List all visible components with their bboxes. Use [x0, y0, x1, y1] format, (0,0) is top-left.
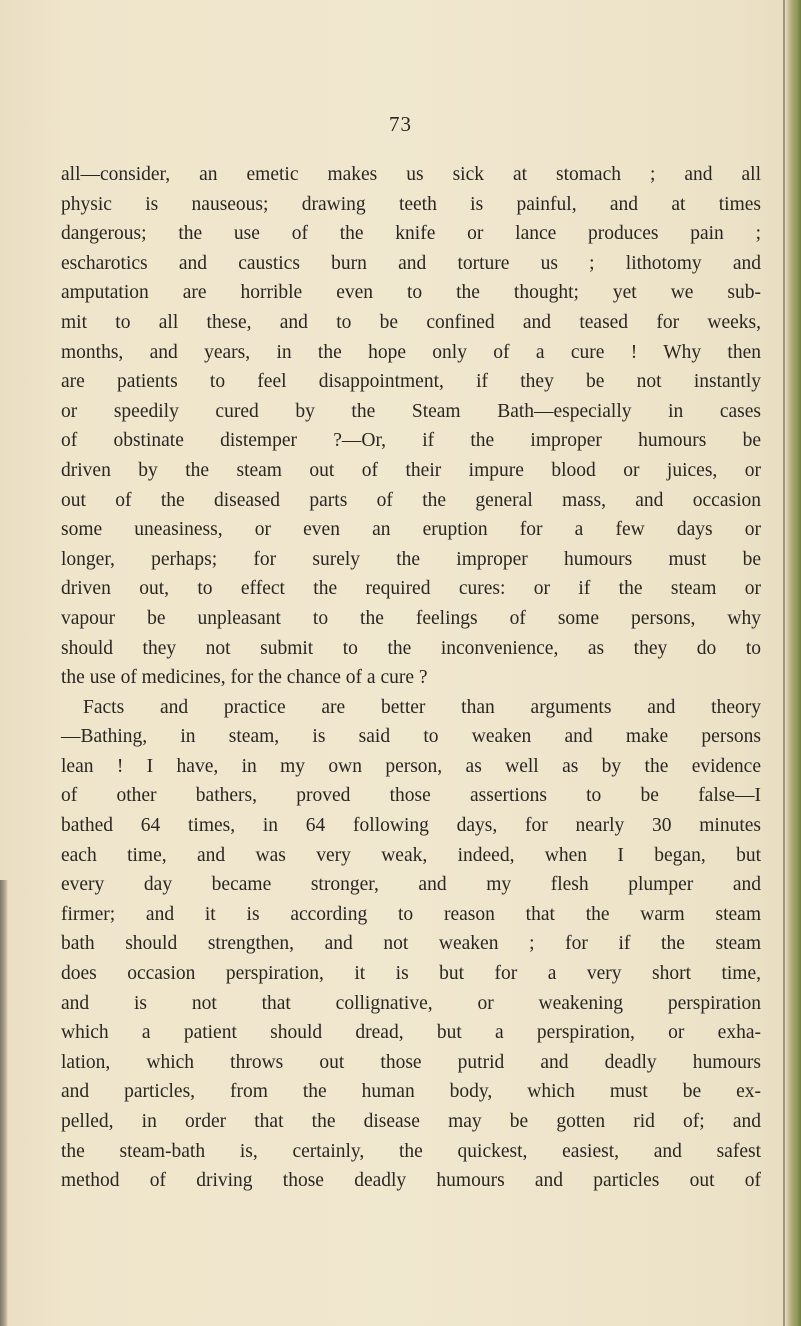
text-line: the use of medicines, for the chance of a cure ?	[61, 667, 428, 689]
text-line: physic is nauseous; drawing teeth is painful, and at times	[61, 193, 761, 215]
text-line: which a patient should dread, but a perspiration, or exha-	[61, 1022, 761, 1044]
text-line: Facts and practice are better than arguments and theory	[83, 696, 761, 718]
text-line: should they not submit to the inconvenience, as they do to	[61, 637, 761, 659]
text-line: escharotics and caustics burn and torture us ; lithotomy and	[61, 252, 761, 274]
body-text	[61, 160, 761, 1196]
text-line: months, and years, in the hope only of a cure ! Why then	[61, 341, 761, 363]
text-line: lean ! I have, in my own person, as well as by the evidence	[61, 755, 761, 777]
text-line: the steam-bath is, certainly, the quickest, easiest, and safest	[61, 1140, 761, 1162]
text-line: pelled, in order that the disease may be gotten rid of; and	[61, 1111, 761, 1132]
page-shadow-left	[0, 880, 8, 1326]
text-line: are patients to feel disappointment, if they be not instantly	[61, 371, 761, 393]
text-line: and particles, from the human body, which must be ex-	[61, 1081, 761, 1103]
text-line: all—consider, an emetic makes us sick at stomach ; and all	[61, 164, 761, 185]
text-line: mit to all these, and to be confined and teased for weeks,	[61, 311, 761, 333]
text-line: driven by the steam out of their impure blood or juices, or	[61, 459, 761, 481]
text-line: or speedily cured by the Steam Bath—especially in cases	[61, 400, 761, 422]
text-line: dangerous; the use of the knife or lance produces pain ;	[61, 223, 761, 245]
text-line: longer, perhaps; for surely the improper humours must be	[61, 548, 761, 570]
text-line: lation, which throws out those putrid and deadly humours	[61, 1051, 761, 1073]
text-line: method of driving those deadly humours and particles out of	[61, 1170, 761, 1192]
text-line: bath should strengthen, and not weaken ; for if the steam	[61, 933, 761, 955]
text-line: some uneasiness, or even an eruption for a few days or	[61, 519, 761, 541]
text-line: does occasion perspiration, it is but for a very short time,	[61, 963, 761, 985]
text-line: of other bathers, proved those assertions to be false—I	[61, 785, 761, 807]
text-line: —Bathing, in steam, is said to weaken and make persons	[61, 726, 761, 748]
page-edge-right	[785, 0, 801, 1326]
text-line: out of the diseased parts of the general mass, and occasion	[61, 489, 761, 511]
text-line: driven out, to effect the required cures: or if the steam or	[61, 578, 761, 600]
text-line: firmer; and it is according to reason that the warm steam	[61, 903, 761, 925]
text-line: bathed 64 times, in 64 following days, for nearly 30 minutes	[61, 815, 761, 837]
text-line: of obstinate distemper ?—Or, if the improper humours be	[61, 430, 761, 452]
text-line: every day became stronger, and my flesh plumper and	[61, 874, 761, 896]
text-line: vapour be unpleasant to the feelings of some persons, why	[61, 607, 761, 629]
page-number: 73	[389, 112, 412, 136]
text-line: and is not that collignative, or weakening perspiration	[61, 992, 761, 1014]
text-line: amputation are horrible even to the thought; yet we sub-	[61, 282, 761, 304]
text-line: each time, and was very weak, indeed, when I began, but	[61, 844, 761, 866]
